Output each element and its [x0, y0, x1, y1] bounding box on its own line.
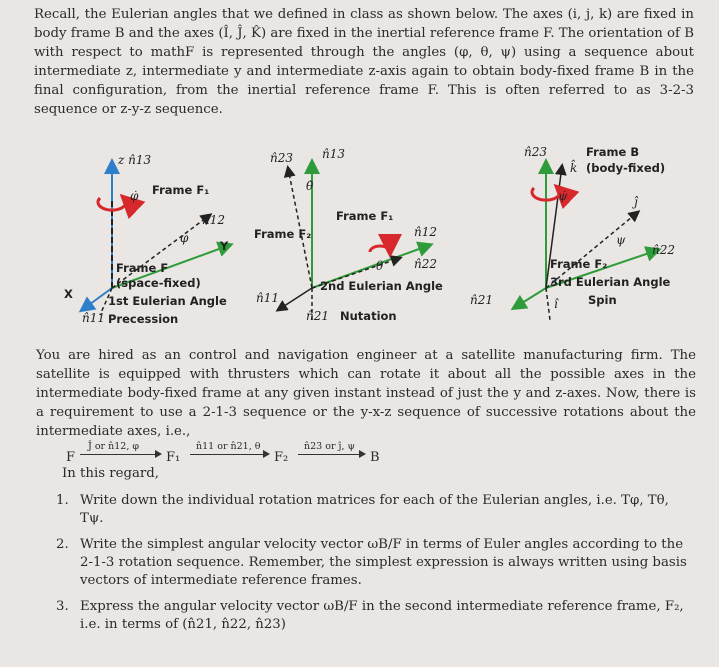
- label-psi-dot: ψ̇: [558, 189, 568, 203]
- seq-label-1: Ĵ or n̂12, φ: [88, 441, 140, 452]
- label-theta: θ: [376, 259, 384, 273]
- label-phi: φ: [180, 231, 189, 245]
- question-list: [56, 492, 696, 642]
- problem-paragraph: You are hired as an control and navigation engineer at a satellite manufacturing firm. The satellite is equipped with thrusters which can rotate it about all the possible axes in the intermediate body-fixed frame at any given instant instead of just the y and z-axes. Now, there is a requirement to use a 2-1-3 sequence or the y-x-z sequence of successive rotations about the intermediate axes, i.e.,: [36, 348, 696, 439]
- label-j: ĵ: [634, 195, 638, 209]
- seq-f1: F₁: [166, 450, 181, 465]
- label-n22: n̂22: [414, 257, 437, 271]
- label-n23-c: n̂23: [524, 145, 547, 159]
- label-body-fixed: (body-fixed): [586, 161, 666, 175]
- seq-f2: F₂: [274, 450, 289, 465]
- question-3: 3. Express the angular velocity vector ωB/F in the second intermediate reference frame, F₂, i.e. in terms of (n̂21, n̂22, n̂23): [56, 599, 684, 632]
- label-n21: n̂21: [306, 309, 329, 323]
- label-n11-b: n̂11: [256, 291, 279, 305]
- euler-angle-figure: [30, 140, 700, 335]
- label-frame-f2-c: Frame F₂: [550, 257, 608, 271]
- panel-precession: [64, 153, 230, 326]
- label-theta-dot: θ̇: [306, 179, 314, 193]
- question-2: 2. Write the simplest angular velocity vector ωB/F in terms of Euler angles according to the 2-1-3 rotation sequence. Remember, the simplest expression is always written using basis vectors of intermediate reference frames.: [56, 537, 687, 588]
- seq-arrow-2: [190, 454, 268, 464]
- label-psi: ψ: [616, 233, 626, 247]
- panel-spin: [470, 145, 675, 320]
- label-n21-c: n̂21: [470, 293, 493, 307]
- label-y: Y: [220, 239, 229, 253]
- label-n13: n̂13: [322, 147, 345, 161]
- label-frame-f1-b: Frame F₁: [336, 209, 394, 223]
- label-n12: n̂12: [202, 213, 225, 227]
- seq-label-2: n̂11 or n̂21, θ: [196, 441, 261, 452]
- label-3rd-euler: 3rd Eulerian Angle: [550, 275, 671, 289]
- label-nutation: Nutation: [340, 309, 397, 323]
- question-1: 1. Write down the individual rotation matrices for each of the Eulerian angles, i.e. Tφ, Tθ, Tψ.: [56, 493, 669, 526]
- label-spin: Spin: [588, 293, 617, 307]
- intro-paragraph: Recall, the Eulerian angles that we defined in class as shown below. The axes (i, j, k) are fixed in body frame B and the axes (Î, Ĵ, K̂) are fixed in the inertial reference frame F. The orientation of B with respect to mathF is represented through the angles (φ, θ, ψ) using a sequence about intermediate z, intermediate y and intermediate z-axis again to obtain body-fixed frame B in the final configuration, from the inertial reference frame F. This is often referred to as 3-2-3 sequence or z-y-z sequence.: [34, 7, 694, 117]
- label-i: î: [554, 297, 558, 311]
- label-x: X: [64, 287, 73, 301]
- label-frame-b: Frame B: [586, 145, 640, 159]
- label-2nd-euler: 2nd Eulerian Angle: [320, 279, 443, 293]
- regard-text: In this regard,: [62, 466, 160, 481]
- label-frame-f: Frame F: [116, 261, 169, 275]
- seq-f: F: [66, 450, 76, 465]
- seq-arrow-3: [298, 454, 364, 464]
- label-n12-b: n̂12: [414, 225, 437, 239]
- label-frame-f2: Frame F₂: [254, 227, 312, 241]
- panel-nutation: [254, 147, 443, 323]
- label-1st-euler: 1st Eulerian Angle: [108, 294, 227, 308]
- label-z-n13: z n̂13: [118, 153, 152, 167]
- seq-b: B: [370, 450, 380, 465]
- seq-arrow-1: [80, 454, 160, 464]
- label-n23: n̂23: [270, 151, 293, 165]
- seq-label-3: n̂23 or ĵ, ψ: [304, 441, 355, 452]
- label-phi-dot: φ̇: [130, 189, 139, 203]
- label-space-fixed: (space-fixed): [116, 276, 201, 290]
- label-n22-c: n̂22: [652, 243, 675, 257]
- label-frame-f1: Frame F₁: [152, 183, 210, 197]
- label-precession: Precession: [108, 312, 179, 326]
- label-k: k̂: [570, 161, 578, 175]
- label-n11: n̂11: [82, 311, 105, 325]
